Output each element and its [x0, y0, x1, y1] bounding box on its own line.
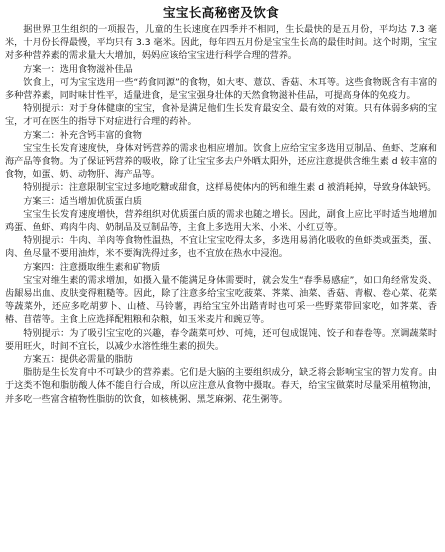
body-paragraph: 据世界卫生组织的一项报告，儿童的生长速度在四季并不相同，生长最快的是五月份，平均达 7.3 毫米，十月份长得最慢，平均只有 3.3 毫米。因此，每年四五月份是宝宝生长高的最佳时间。这个时期，宝宝对多种营养素的需求量大大增加，妈妈应该给宝宝进行科学合理的营养。	[5, 25, 437, 62]
plan-heading: 方案四：注意摄取维生素和矿物质	[23, 262, 161, 273]
plan-heading: 方案三：适当增加优质蛋白质	[23, 196, 142, 207]
body-paragraph: 特别提示：为了吸引宝宝吃的兴趣，春令蔬菜可炒、可炖，还可包成馄饨、饺子和春卷等。烹调蔬菜时要用旺火，时间不宜长，以减少水溶性维生素的损失。	[5, 328, 437, 352]
body-paragraph: 饮食上，可为宝宝选用一些“药食同源”的食物，如大枣、薏苡、香菇、木耳等。这些食物既含有丰富的多种营养素，同时味甘性平，适量进食，是宝宝强身壮体的天然食物滋补佳品，可提高身体的免疫力。	[5, 77, 437, 102]
body-paragraph: 宝宝生长发育速度增快，营养组织对优质蛋白质的需求也随之增长。因此，副食上应比平时适当地增加鸡蛋、鱼虾、鸡肉牛肉、奶制品及豆制品等，主食上多选用大米、小米、小红豆等。	[5, 209, 437, 234]
body-paragraph: 宝宝生长发育速度快，身体对钙营养的需求也相应增加。饮食上应给宝宝多选用豆制品、鱼虾、芝麻和海产品等食物。为了保证钙营养的吸收，除了让宝宝多去户外晒太阳外，还应注意提供含维生素 d 较丰富的食物，如蛋、奶、动物肝、海产品等。	[5, 143, 437, 181]
document-page	[5, 5, 437, 407]
document-title: 宝宝长高秘密及饮食	[162, 5, 280, 20]
body-paragraph: 宝宝对维生素的需求增加，如摄入量不能满足身体需要时，就会发生“春季易感症”，如口角经常发炎、齿龈易出血、皮肤变得粗糙等。因此，除了注意多给宝宝吃菠菜、荠菜、油菜、香菇、青椒、卷心菜、花菜等蔬菜外，还应多吃胡萝卜、山楂、马铃薯，再给宝宝外出踏青时也可采一些野菜带回家吃，如荠菜、香椿、苜蓿等。主食上应选择配粗粮和杂粮，如玉米麦片和豌豆等。	[5, 275, 437, 326]
body-paragraph: 脂肪是生长发育中不可缺少的营养素。它们是大脑的主要组织成分，缺乏将会影响宝宝的智力发育。由于这类不饱和脂肪酸人体不能自行合成，所以应注意从食物中摄取。春天，给宝宝做菜时尽量采用植物油，并多吃一些富含植物性脂肪的饮食，如核桃粥、黑芝麻粥、花生粥等。	[5, 368, 437, 405]
plan-heading: 方案一：选用食物滋补佳品	[23, 64, 133, 75]
body-paragraph: 特别提示：注意限制宝宝过多地吃糖或甜食，这样易使体内的钙和维生素 d 被消耗掉，导致身体缺钙。	[23, 183, 437, 194]
document-body	[5, 24, 437, 407]
plan-heading: 方案二：补充含钙丰富的食物	[23, 130, 142, 141]
body-paragraph: 特别提示：对于身体健康的宝宝，食补是满足他们生长发育最安全、最有效的对策。只有体弱多病的宝宝，才可在医生的指导下对症进行合理的药补。	[5, 104, 437, 128]
plan-heading: 方案五：提供必需量的脂肪	[23, 355, 133, 366]
body-paragraph: 特别提示：牛肉、羊肉等食物性温热，不宜让宝宝吃得太多，多选用易消化吸收的鱼虾类或蛋类，蛋、肉、鱼尽量不要用油炸，米不要淘洗得过多，也不宜放在热水中浸泡。	[5, 236, 437, 260]
